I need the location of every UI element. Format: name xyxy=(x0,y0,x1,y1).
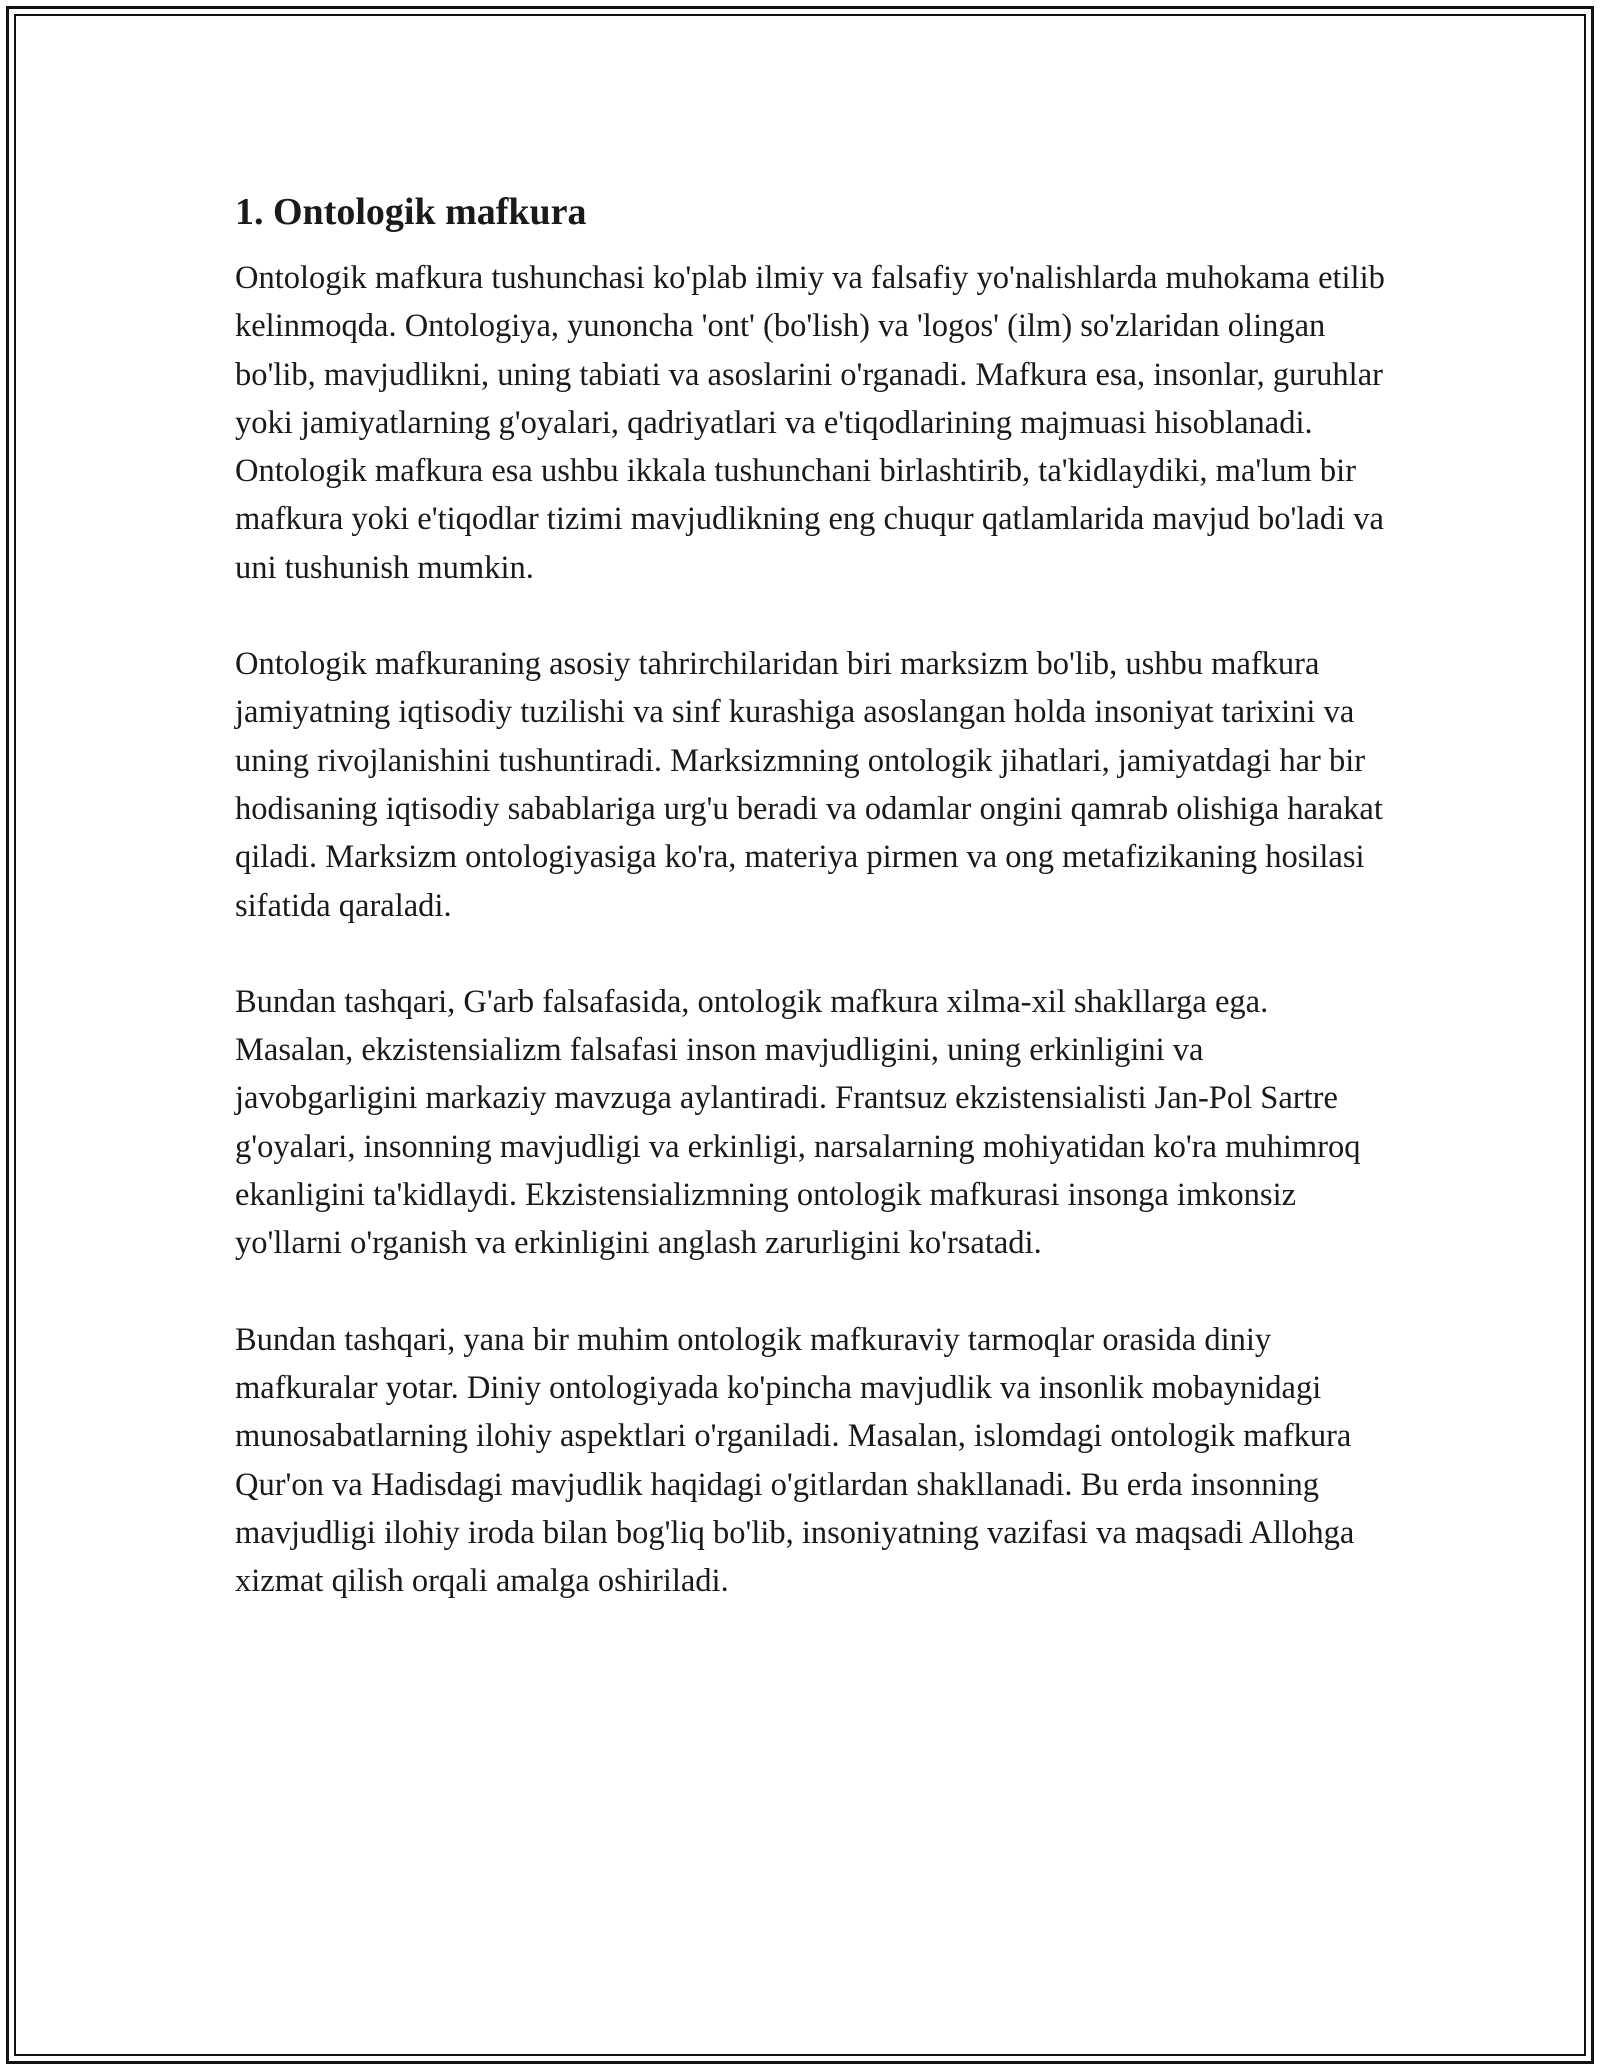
paragraph-1: Ontologik mafkura tushunchasi ko'plab ilmiy va falsafiy yo'nalishlarda muhokama etilib kelinmoqda. Ontologiya, yunoncha 'ont' (bo'lish) va 'logos' (ilm) so'zlaridan olingan bo'lib, mavjudlikni, uning tabiati va asoslarini o'rganadi. Mafkura esa, insonlar, guruhlar yoki jamiyatlarning g'oyalari, qadriyatlari va e'tiqodlarining majmuasi hisoblanadi. Ontologik mafkura esa ushbu ikkala tushunchani birlashtirib, ta'kidlaydiki, ma'lum bir mafkura yoki e'tiqodlar tizimi mavjudlikning eng chuqur qatlamlarida mavjud bo'ladi va uni tushunish mumkin. xyxy=(235,260,1385,586)
document-body xyxy=(235,186,1385,1653)
paragraph-2: Ontologik mafkuraning asosiy tahrirchilaridan biri marksizm bo'lib, ushbu mafkura jamiyatning iqtisodiy tuzilishi va sinf kurashiga asoslangan holda insoniyat tarixini va uning rivojlanishini tushuntiradi. Marksizmning ontologik jihatlari, jamiyatdagi har bir hodisaning iqtisodiy sabablariga urg'u beradi va odamlar ongini qamrab olishiga harakat qiladi. Marksizm ontologiyasiga ko'ra, materiya pirmen va ong metafizikaning hosilasi sifatida qaraladi. xyxy=(235,646,1383,924)
section-heading: 1. Ontologik mafkura xyxy=(235,191,587,233)
paragraph-4: Bundan tashqari, yana bir muhim ontologik mafkuraviy tarmoqlar orasida diniy mafkuralar yotar. Diniy ontologiyada ko'pincha mavjudlik va insonlik mobaynidagi munosabatlarning ilohiy aspektlari o'rganiladi. Masalan, islomdagi ontologik mafkura Qur'on va Hadisdagi mavjudlik haqidagi o'gitlardan shakllanadi. Bu erda insonning mavjudligi ilohiy iroda bilan bog'liq bo'lib, insoniyatning vazifasi va maqsadi Allohga xizmat qilish orqali amalga oshiriladi. xyxy=(235,1321,1355,1600)
paragraph-3: Bundan tashqari, G'arb falsafasida, ontologik mafkura xilma-xil shakllarga ega. Masalan, ekzistensializm falsafasi inson mavjudligini, uning erkinligini va javobgarligini markaziy mavzuga aylantiradi. Frantsuz ekzistensialisti Jan-Pol Sartre g'oyalari, insonning mavjudligi va erkinligi, narsalarning mohiyatidan ko'ra muhimroq ekanligini ta'kidlaydi. Ekzistensializmning ontologik mafkurasi insonga imkonsiz yo'llarni o'rganish va erkinligini anglash zarurligini ko'rsatadi. xyxy=(235,983,1361,1262)
